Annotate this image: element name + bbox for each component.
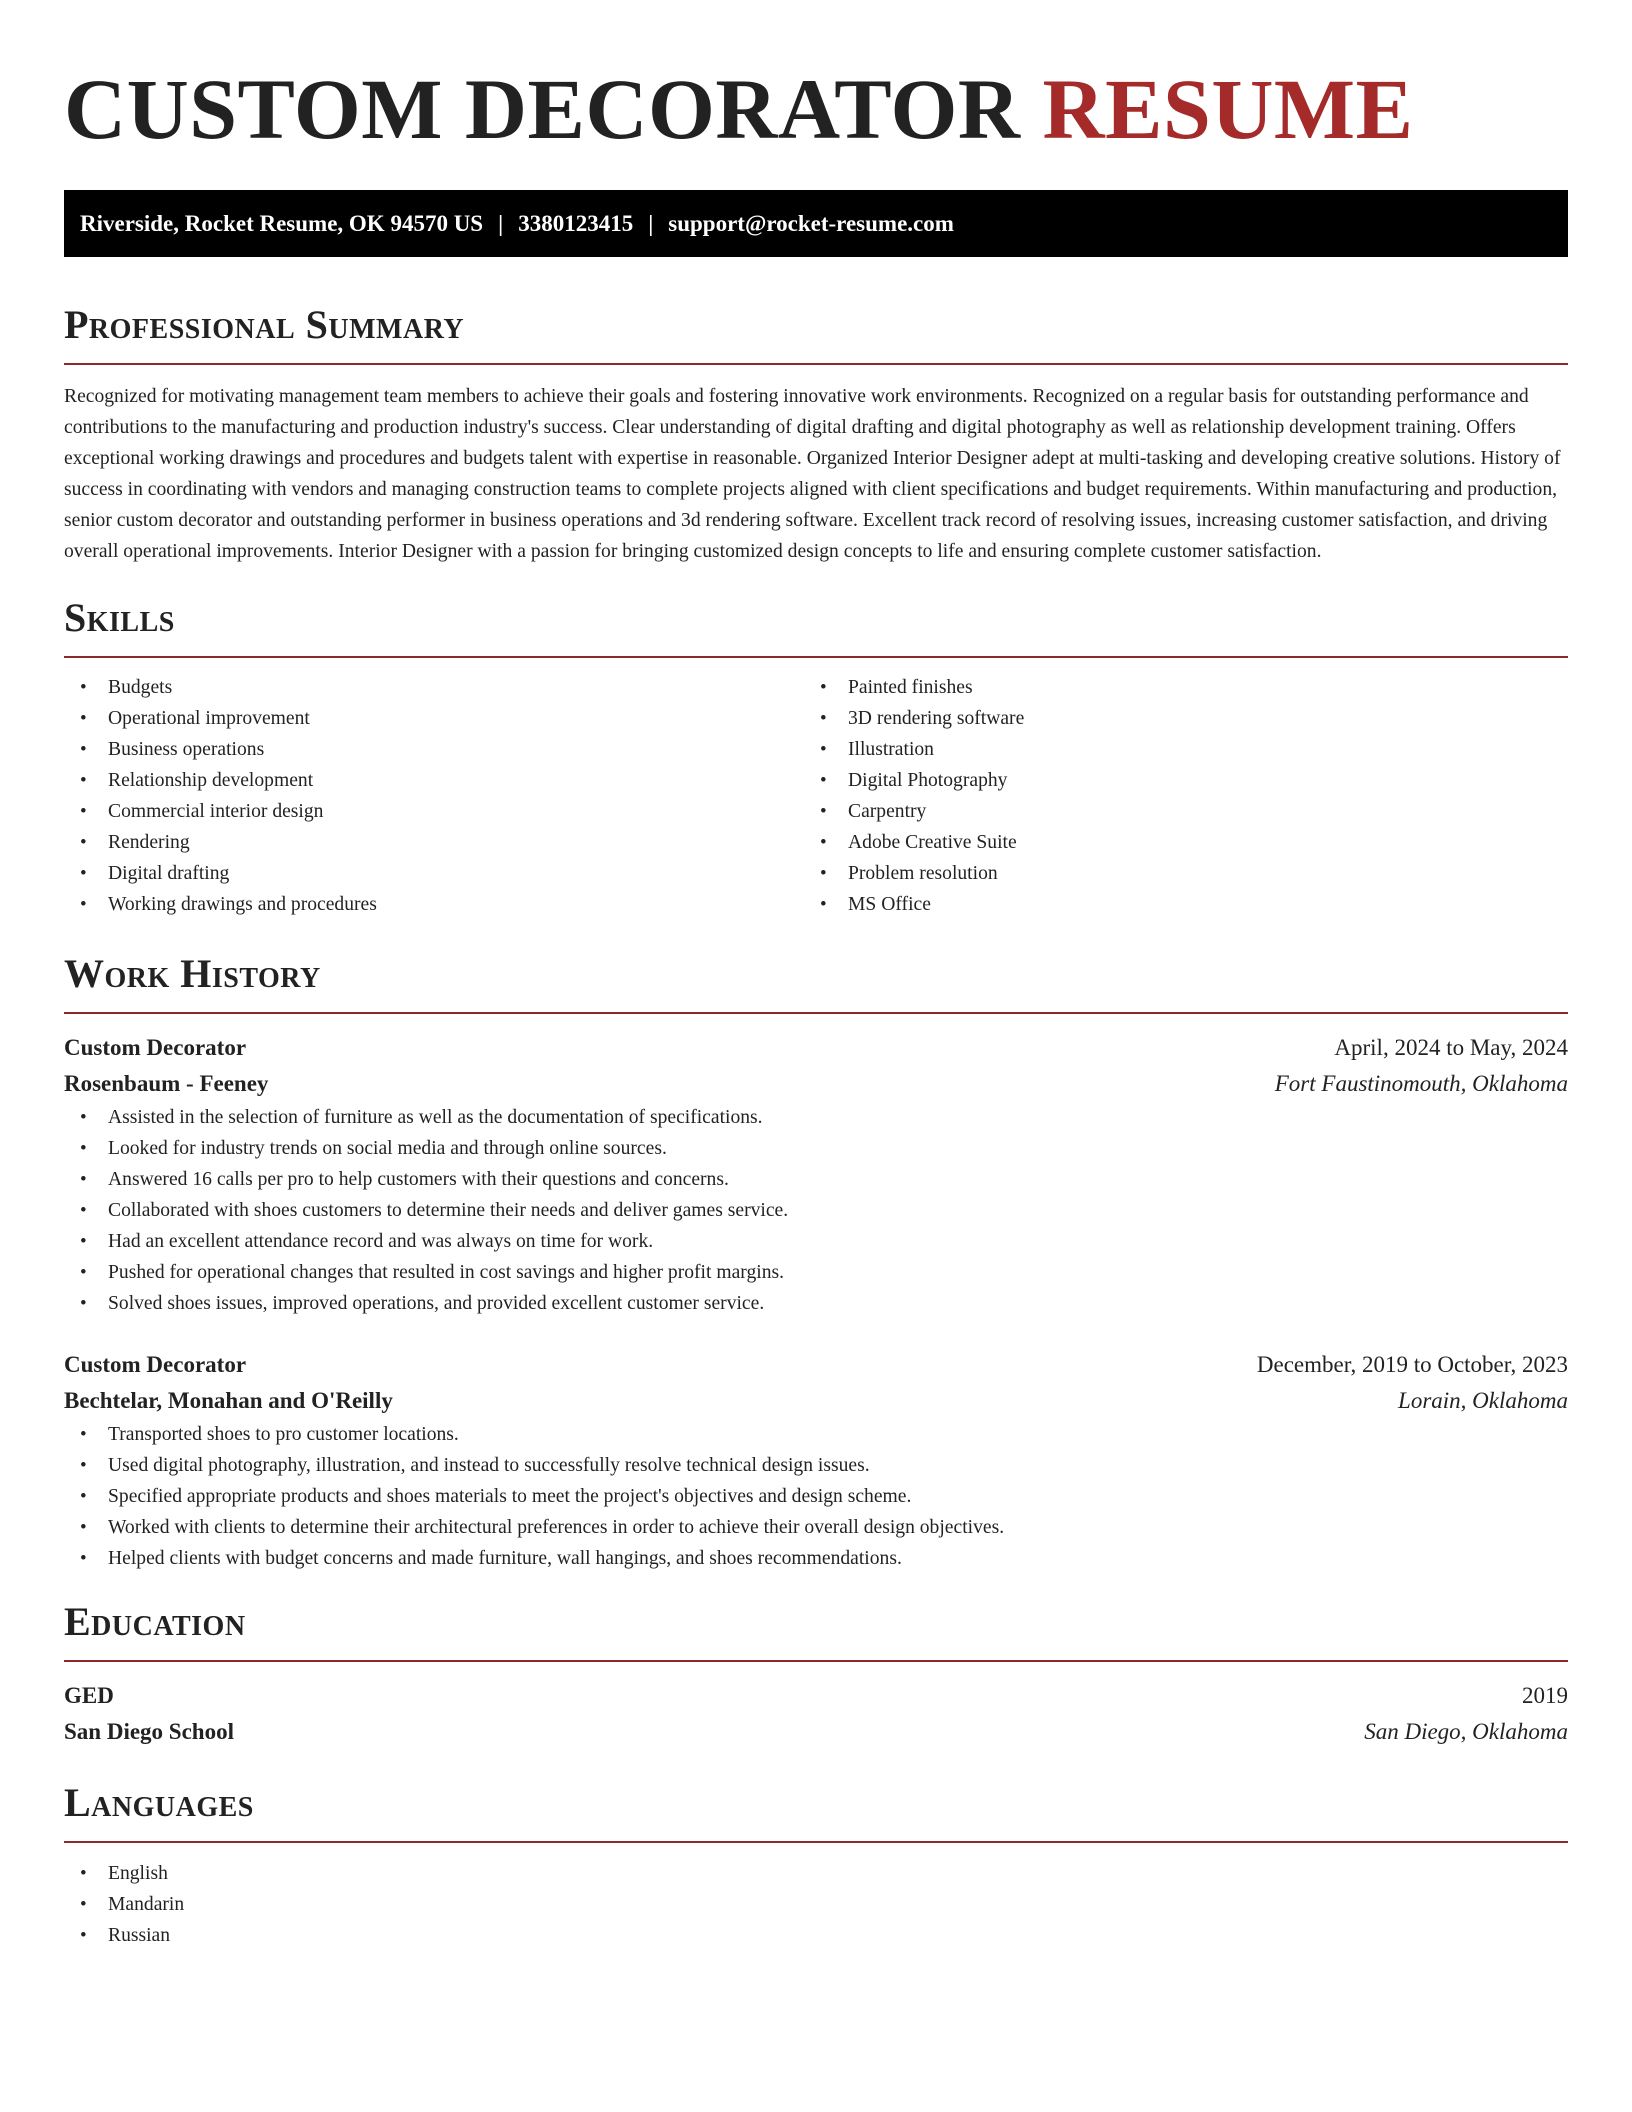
contact-bar bbox=[64, 190, 1568, 257]
job-company-row bbox=[64, 1383, 1568, 1419]
skill-item: • Business operations bbox=[64, 734, 804, 765]
summary-text: Recognized for motivating management team members to achieve their goals and fostering innovative work environments. Recognized on a regular basis for outstanding performance and contributions to the manufacturing and production industry's success. Clear understanding of digital drafting and digital photography as well as relationship development training. Offers exceptional working drawings and procedures and budgets talent with expertise in reasonable. Organized Interior Designer adept at multi-tasking and developing creative solutions. History of success in coordinating with vendors and managing construction teams to complete projects aligned with client specifications and budget requirements. Within manufacturing and production, senior custom decorator and outstanding performer in business operations and 3d rendering software. Excellent track record of resolving issues, increasing customer satisfaction, and driving overall operational improvements. Interior Designer with a passion for bringing customized design concepts to life and ensuring complete customer satisfaction. bbox=[64, 386, 1561, 562]
skill-item: • Relationship development bbox=[64, 765, 804, 796]
skills-heading: Skills bbox=[64, 595, 175, 640]
duty-item: • Transported shoes to pro customer locations. bbox=[64, 1419, 1568, 1450]
education-degree-row bbox=[64, 1678, 1568, 1714]
skill-item: • MS Office bbox=[804, 889, 1544, 920]
duty-item: • Used digital photography, illustration, and instead to successfully resolve technical design issues. bbox=[64, 1450, 1568, 1481]
duty-item: • Solved shoes issues, improved operations, and provided excellent customer service. bbox=[64, 1288, 1568, 1319]
job-dates: April, 2024 to May, 2024 bbox=[1334, 1035, 1568, 1060]
section-divider bbox=[64, 363, 1568, 365]
job-entry bbox=[64, 1347, 1568, 1574]
job-company: Bechtelar, Monahan and O'Reilly bbox=[64, 1388, 393, 1413]
skill-item: • Digital Photography bbox=[804, 765, 1544, 796]
skill-item: • Digital drafting bbox=[64, 858, 804, 889]
skill-item: • Illustration bbox=[804, 734, 1544, 765]
duty-item: • Collaborated with shoes customers to determine their needs and deliver games service. bbox=[64, 1195, 1568, 1226]
skill-item: • 3D rendering software bbox=[804, 703, 1544, 734]
work-heading: Work History bbox=[64, 951, 321, 996]
job-title: Custom Decorator bbox=[64, 1352, 247, 1377]
languages-list bbox=[64, 1858, 1568, 1951]
job-company-row bbox=[64, 1066, 1568, 1102]
duty-item: • Worked with clients to determine their architectural preferences in order to achieve their overall design objectives. bbox=[64, 1512, 1568, 1543]
job-location: Fort Faustinomouth, Oklahoma bbox=[1274, 1071, 1568, 1096]
skill-item: • Adobe Creative Suite bbox=[804, 827, 1544, 858]
education-year: 2019 bbox=[1522, 1683, 1568, 1708]
duty-item: • Looked for industry trends on social media and through online sources. bbox=[64, 1133, 1568, 1164]
job-company: Rosenbaum - Feeney bbox=[64, 1071, 269, 1096]
section-divider bbox=[64, 1841, 1568, 1843]
job-entry bbox=[64, 1030, 1568, 1319]
title-accent: RESUME bbox=[1042, 61, 1414, 157]
contact-address: Riverside, Rocket Resume, OK 94570 US bbox=[80, 210, 484, 236]
contact-separator: | bbox=[498, 210, 504, 236]
education-entry bbox=[64, 1678, 1568, 1750]
contact-phone: 3380123415 bbox=[518, 210, 634, 236]
duty-item: • Specified appropriate products and shoes materials to meet the project's objectives and design scheme. bbox=[64, 1481, 1568, 1512]
contact-separator: | bbox=[648, 210, 654, 236]
summary-section bbox=[64, 301, 1568, 567]
skills-list-left bbox=[64, 672, 804, 920]
language-item: • English bbox=[64, 1858, 1568, 1889]
job-dates: December, 2019 to October, 2023 bbox=[1256, 1352, 1568, 1377]
job-duties bbox=[64, 1102, 1568, 1319]
language-item: • Russian bbox=[64, 1920, 1568, 1951]
job-title: Custom Decorator bbox=[64, 1035, 247, 1060]
contact-email: support@rocket-resume.com bbox=[668, 210, 954, 236]
duty-item: • Assisted in the selection of furniture as well as the documentation of specifications. bbox=[64, 1102, 1568, 1133]
job-duties bbox=[64, 1419, 1568, 1574]
skill-item: • Painted finishes bbox=[804, 672, 1544, 703]
section-divider bbox=[64, 1660, 1568, 1662]
skill-item: • Problem resolution bbox=[804, 858, 1544, 889]
resume-title bbox=[64, 56, 1568, 156]
education-section bbox=[64, 1598, 1568, 1750]
duty-item: • Helped clients with budget concerns and made furniture, wall hangings, and shoes recommendations. bbox=[64, 1543, 1568, 1574]
skills-section bbox=[64, 594, 1568, 920]
title-main: CUSTOM DECORATOR bbox=[64, 61, 1021, 157]
skill-item: • Budgets bbox=[64, 672, 804, 703]
section-divider bbox=[64, 656, 1568, 658]
skill-item: • Rendering bbox=[64, 827, 804, 858]
skills-list-right bbox=[804, 672, 1544, 920]
skill-item: • Operational improvement bbox=[64, 703, 804, 734]
education-heading: Education bbox=[64, 1599, 246, 1644]
languages-section bbox=[64, 1779, 1568, 1951]
languages-heading: Languages bbox=[64, 1780, 254, 1825]
summary-heading: Professional Summary bbox=[64, 302, 465, 347]
skill-item: • Commercial interior design bbox=[64, 796, 804, 827]
language-item: • Mandarin bbox=[64, 1889, 1568, 1920]
duty-item: • Answered 16 calls per pro to help customers with their questions and concerns. bbox=[64, 1164, 1568, 1195]
skill-item: • Working drawings and procedures bbox=[64, 889, 804, 920]
education-school: San Diego School bbox=[64, 1719, 234, 1744]
job-header-row bbox=[64, 1030, 1568, 1066]
section-divider bbox=[64, 1012, 1568, 1014]
duty-item: • Had an excellent attendance record and was always on time for work. bbox=[64, 1226, 1568, 1257]
job-location: Lorain, Oklahoma bbox=[1398, 1388, 1568, 1413]
education-school-row bbox=[64, 1714, 1568, 1750]
education-degree: GED bbox=[64, 1683, 114, 1708]
duty-item: • Pushed for operational changes that resulted in cost savings and higher profit margins. bbox=[64, 1257, 1568, 1288]
work-section bbox=[64, 950, 1568, 1574]
skill-item: • Carpentry bbox=[804, 796, 1544, 827]
education-location: San Diego, Oklahoma bbox=[1364, 1719, 1568, 1744]
skills-columns bbox=[64, 672, 1568, 920]
job-header-row bbox=[64, 1347, 1568, 1383]
